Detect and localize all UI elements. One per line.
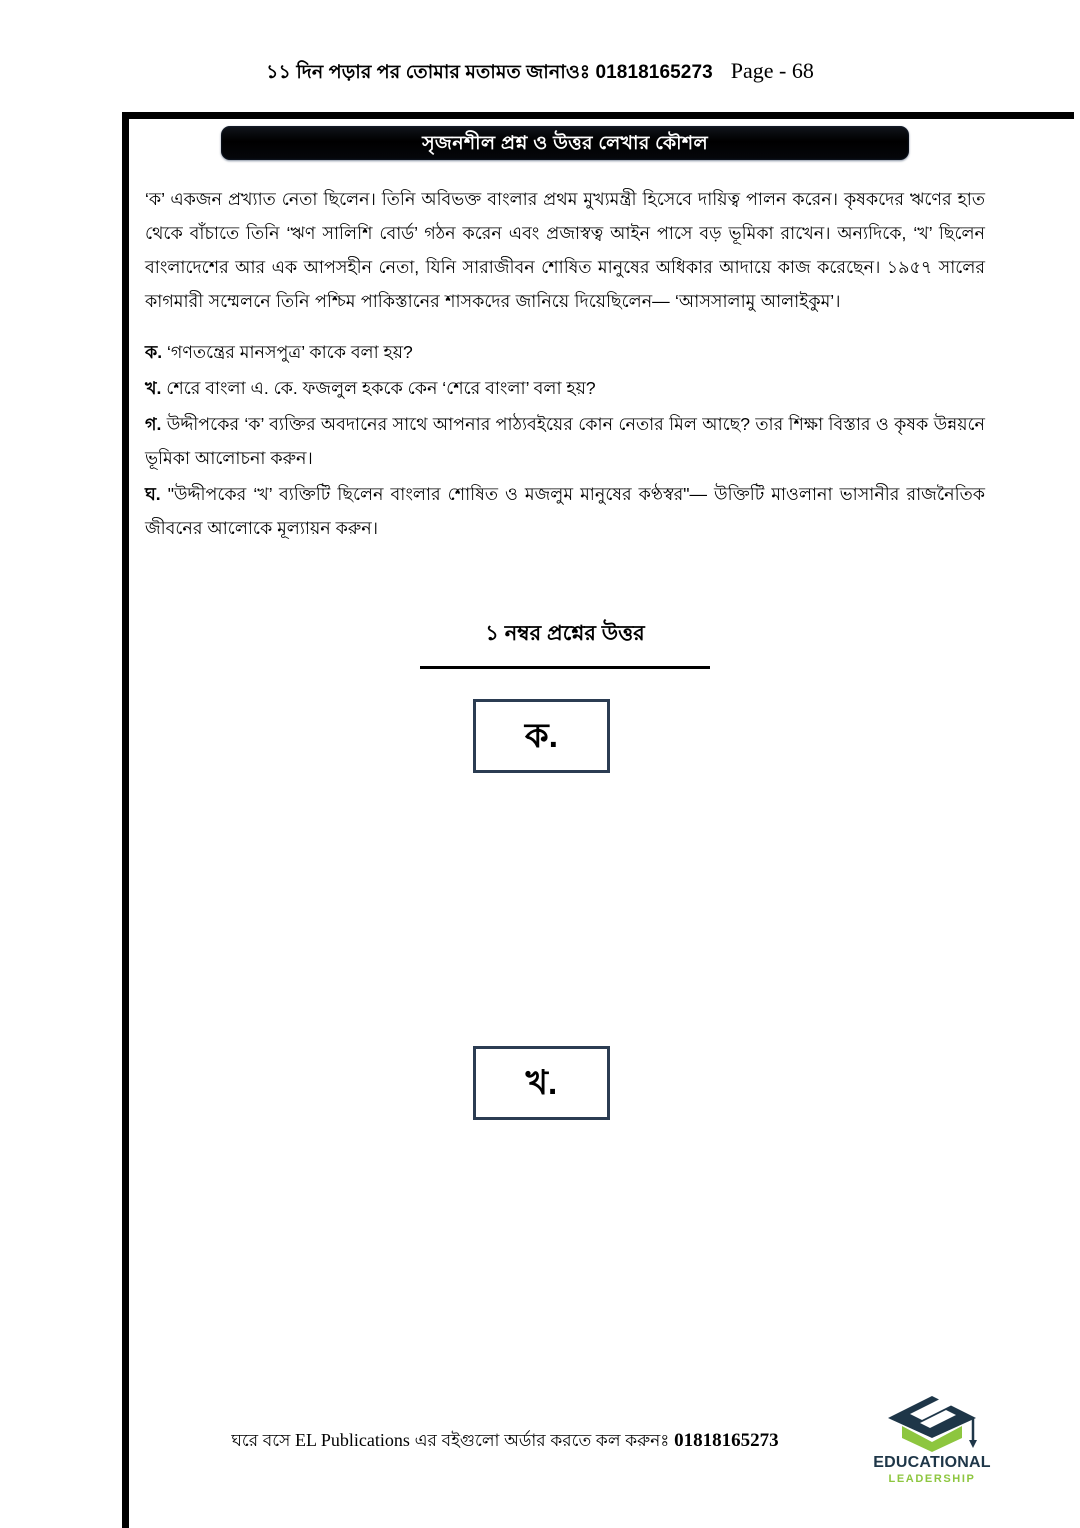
question-item <box>145 335 985 369</box>
question-text: "উদ্দীপকের ‘খ’ ব্যক্তিটি ছিলেন বাংলার শোষিত ও মজলুম মানুষের কণ্ঠস্বর"— উক্তিটি মাওলানা ভাসানীর রাজনৈতিক জীবনের আলোকে মূল্যায়ন করুন। <box>145 484 985 539</box>
page-content <box>145 126 985 669</box>
answer-section-heading-wrap <box>145 617 985 669</box>
section-title-text: সৃজনশীল প্রশ্ন ও উত্তর লেখার কৌশল <box>422 132 708 154</box>
question-list <box>145 335 985 546</box>
graduation-cap-e-icon <box>880 1392 984 1454</box>
answer-box-ka <box>473 699 610 773</box>
page-header <box>0 58 1080 90</box>
section-title-banner <box>221 126 909 160</box>
answer-box-label: ক. <box>524 717 559 755</box>
footer-bengali-mid: এর বইগুলো অর্ডার করতে কল করুনঃ <box>409 1431 675 1450</box>
logo-word-leadership: LEADERSHIP <box>888 1473 976 1486</box>
page-number-label: Page - 68 <box>730 58 814 83</box>
footer-order-note <box>0 1428 1010 1456</box>
educational-leadership-logo <box>872 1392 992 1487</box>
question-marker: ঘ. <box>145 484 161 504</box>
footer-brand-name: EL Publications <box>295 1430 410 1450</box>
question-item <box>145 407 985 475</box>
footer-bengali-lead: ঘরে বসে <box>231 1431 296 1450</box>
question-text: উদ্দীপকের ‘ক’ ব্যক্তির অবদানের সাথে আপনার পাঠ্যবইয়ের কোন নেতার মিল আছে? তার শিক্ষা বিস্তার ও কৃষক উন্নয়নে ভূমিকা আলোচনা করুন। <box>145 413 985 468</box>
question-text: শেরে বাংলা এ. কে. ফজলুল হককে কেন ‘শেরে বাংলা’ বলা হয়? <box>166 377 596 398</box>
question-marker: খ. <box>145 377 162 398</box>
answer-heading-underline <box>420 666 710 669</box>
answer-box-label: খ. <box>525 1064 558 1102</box>
answer-section-heading: ১ নম্বর প্রশ্নের উত্তর <box>485 622 645 646</box>
answer-box-kha <box>473 1046 610 1120</box>
stimulus-paragraph: ‘ক’ একজন প্রখ্যাত নেতা ছিলেন। তিনি অবিভক্ত বাংলার প্রথম মুখ্যমন্ত্রী হিসেবে দায়িত্ব পালন করেন। কৃষকদের ঋণের হাত থেকে বাঁচাতে তিনি ‘ঋণ সালিশি বোর্ড’ গঠন করেন এবং প্রজাস্বত্ব আইন পাসে বড় ভূমিকা রাখেন। অন্যদিকে, ‘খ’ ছিলেন বাংলাদেশের আর এক আপসহীন নেতা, যিনি সারাজীবন শোষিত মানুষের অধিকার আদায়ে কাজ করেছেন। ১৯৫৭ সালের কাগমারী সম্মেলনে তিনি পশ্চিম পাকিস্তানের শাসকদের জানিয়ে দিয়েছিলেন— ‘আসসালামু আলাইকুম’। <box>145 189 985 312</box>
question-marker: ক. <box>145 341 163 362</box>
header-bengali-note: ১১ দিন পড়ার পর তোমার মতামত জানাওঃ 01818165273 <box>266 62 713 83</box>
logo-word-educational: EDUCATIONAL <box>873 1454 991 1471</box>
question-marker: গ. <box>145 413 162 434</box>
footer-phone-number: 01818165273 <box>674 1430 779 1451</box>
question-item <box>145 477 985 545</box>
question-item <box>145 371 985 405</box>
question-text: ‘গণতন্ত্রের মানসপুত্র’ কাকে বলা হয়? <box>166 341 413 362</box>
